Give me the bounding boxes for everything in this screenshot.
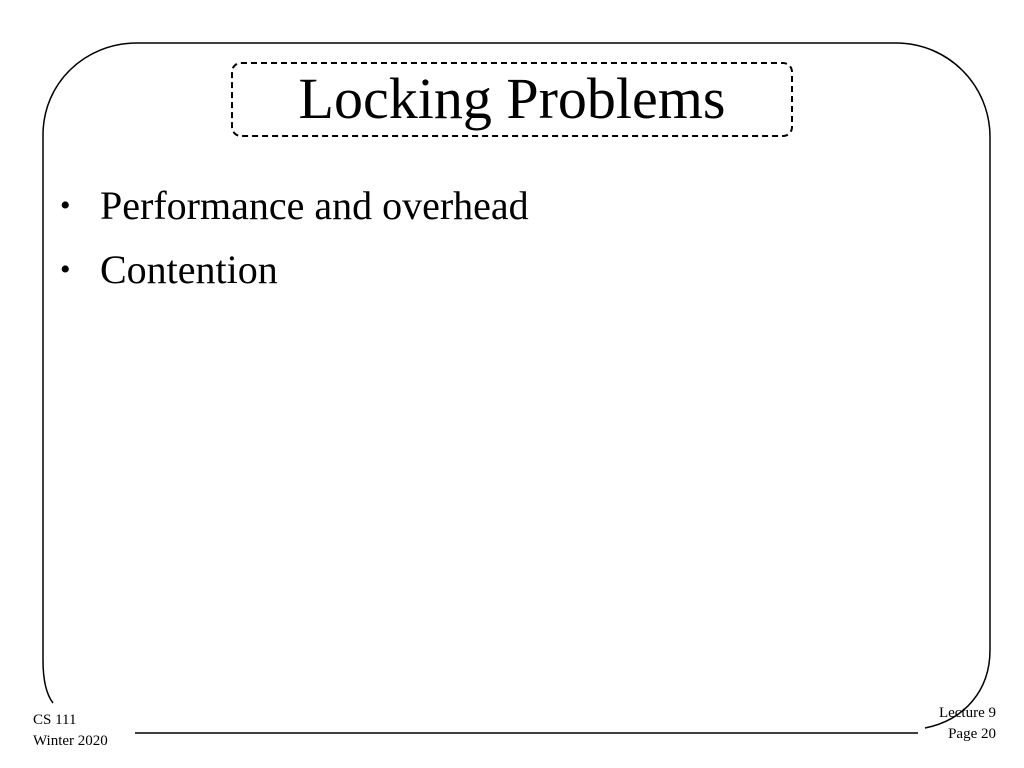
bullet-list [60, 183, 529, 314]
footer-lecture: Lecture 9 [938, 705, 996, 721]
bullet-dot-icon: • [60, 189, 71, 222]
footer-course: CS 111 [33, 712, 77, 728]
footer-term: Winter 2020 [33, 733, 108, 749]
list-item [60, 247, 529, 314]
page-title: Locking Problems [298, 65, 726, 131]
bullet-text: Performance and overhead [100, 183, 529, 228]
title-box [231, 62, 793, 137]
footer-course-info [33, 710, 108, 752]
list-item [60, 183, 529, 250]
bullet-dot-icon: • [60, 253, 71, 286]
frame-outline [43, 43, 990, 728]
footer-page-info [939, 703, 996, 745]
footer-page-number: Page 20 [948, 726, 996, 742]
bullet-text: Contention [100, 247, 278, 292]
